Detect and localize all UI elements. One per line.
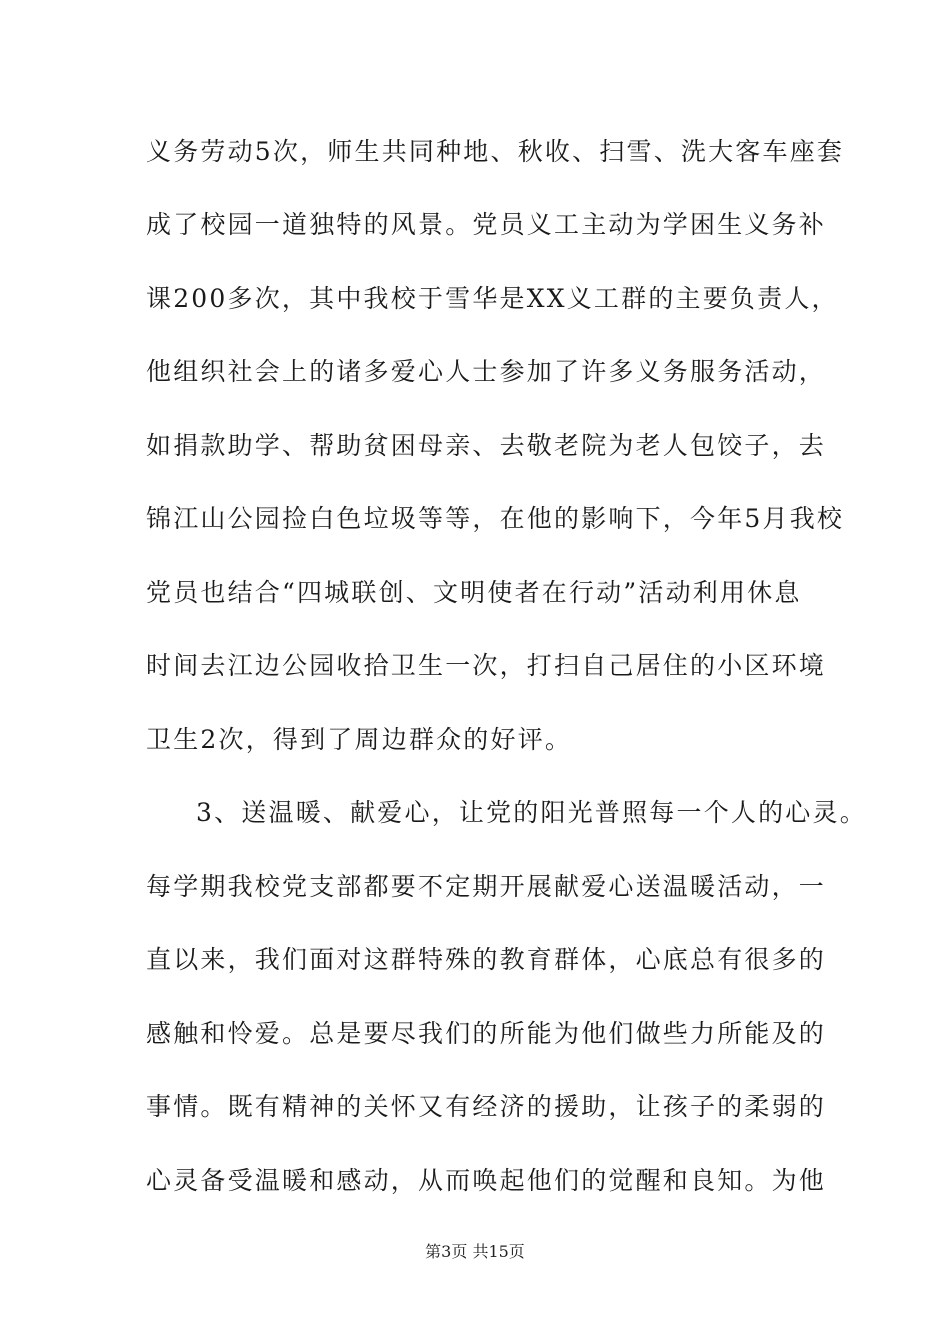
paragraph-line: 事情。既有精神的关怀又有经济的援助，让孩子的柔弱的 [146, 1092, 827, 1121]
paragraph-line: 感触和怜爱。总是要尽我们的所能为他们做些力所能及的 [146, 1019, 827, 1048]
paragraph-line: 每学期我校党支部都要不定期开展献爱心送温暖活动，一 [146, 872, 827, 901]
section-heading-line: 3、送温暖、献爱心，让党的阳光普照每一个人的心灵。 [196, 798, 867, 827]
page-number-footer: 第3页 共15页 [425, 1242, 525, 1261]
paragraph-line: 心灵备受温暖和感动，从而唤起他们的觉醒和良知。为他 [146, 1166, 827, 1195]
paragraph-line: 他组织社会上的诸多爱心人士参加了许多义务服务活动， [146, 357, 827, 386]
paragraph-line: 如捐款助学、帮助贫困母亲、去敬老院为老人包饺子，去 [146, 431, 827, 460]
paragraph-line: 直以来，我们面对这群特殊的教育群体，心底总有很多的 [146, 945, 827, 974]
paragraph-line: 成了校园一道独特的风景。党员义工主动为学困生义务补 [146, 210, 827, 239]
paragraph-line: 课200多次，其中我校于雪华是XX义工群的主要负责人， [146, 284, 839, 313]
paragraph-line: 卫生2次，得到了周边群众的好评。 [146, 725, 573, 754]
paragraph-line: 时间去江边公园收拾卫生一次，打扫自己居住的小区环境 [146, 651, 827, 680]
paragraph-line: 义务劳动5次，师生共同种地、秋收、扫雪、洗大客车座套 [146, 137, 845, 166]
paragraph-line: 锦江山公园捡白色垃圾等等，在他的影响下，今年5月我校 [146, 504, 845, 533]
paragraph-line: 党员也结合“四城联创、文明使者在行动”活动利用休息 [146, 578, 802, 607]
